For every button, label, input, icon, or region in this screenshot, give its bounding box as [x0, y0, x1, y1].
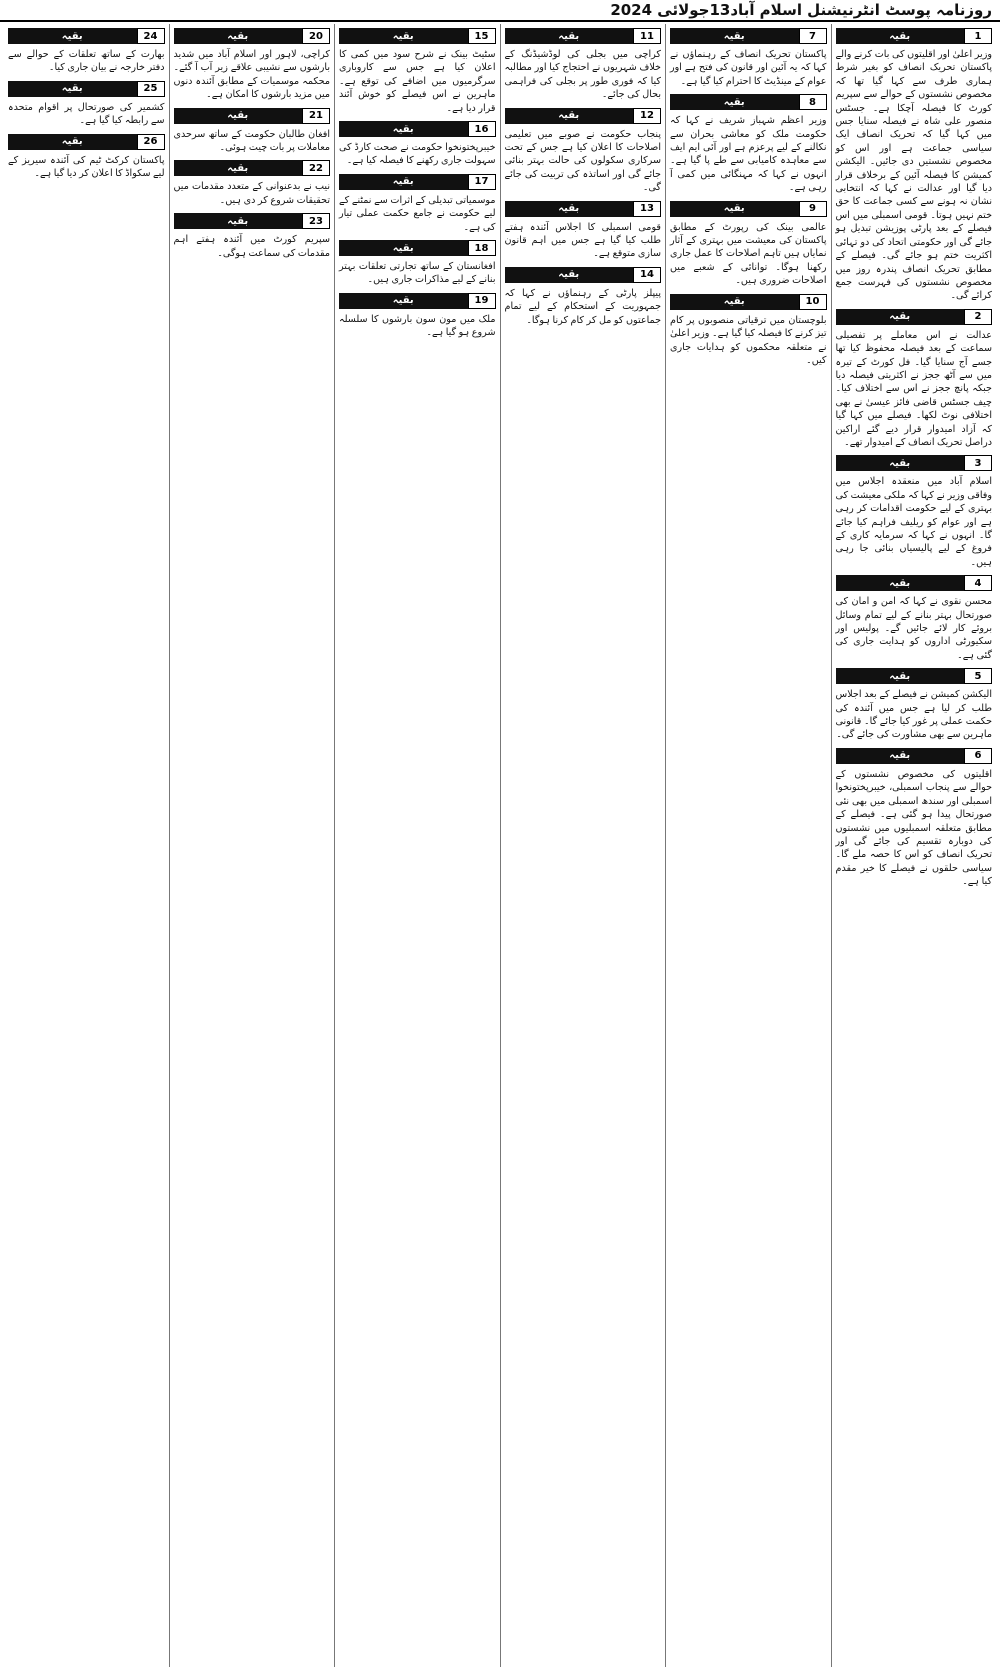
section-number: 1 — [964, 28, 992, 44]
article-text: اسلام آباد میں منعقدہ اجلاس میں وفاقی وزیر نے کہا کہ ملکی معیشت کی بہتری کے لیے حکومت اقدامات کر رہی ہے اور عوام کو ریلیف فراہم کیا جائے گا۔ انہوں نے کہا کہ سرمایہ کاری کے فروغ کے لیے پالیسیاں بنائی جا رہی ہیں۔ — [835, 476, 992, 568]
section-label-word: بقیہ — [670, 94, 799, 110]
section-17 — [339, 174, 496, 234]
section-3 — [836, 455, 993, 569]
section-10 — [670, 294, 827, 368]
section-label — [8, 134, 165, 150]
section-label-word: بقیہ — [339, 28, 468, 44]
section-label-word: بقیہ — [8, 28, 137, 44]
section-label — [836, 455, 993, 471]
section-label-word: بقیہ — [339, 293, 468, 309]
section-label-word: بقیہ — [8, 134, 137, 150]
section-1 — [836, 28, 993, 303]
section-label — [174, 28, 331, 44]
section-label — [505, 201, 662, 217]
section-label — [174, 108, 331, 124]
section-14 — [505, 267, 662, 327]
section-number: 18 — [468, 240, 496, 256]
section-number: 11 — [633, 28, 661, 44]
article-text: کراچی میں بجلی کی لوڈشیڈنگ کے خلاف شہریوں نے احتجاج کیا اور مطالبہ کیا کہ فوری طور پر بجلی کی فراہمی بحال کی جائے۔ — [504, 49, 661, 101]
section-label — [339, 121, 496, 137]
section-label-word: بقیہ — [670, 201, 799, 217]
section-number: 22 — [302, 160, 330, 176]
article-text: الیکشن کمیشن نے فیصلے کے بعد اجلاس طلب کر لیا ہے جس میں آئندہ کی حکمت عملی پر غور کیا جائے گا۔ قانونی ماہرین سے بھی مشاورت کی جائے گی۔ — [835, 689, 992, 741]
section-22 — [174, 160, 331, 207]
article-text: پنجاب حکومت نے صوبے میں تعلیمی اصلاحات کا اعلان کیا ہے جس کے تحت سرکاری سکولوں کی حالت بہتر بنائی جائے گی اور اساتذہ کی تربیت کی جائے گی۔ — [504, 128, 661, 194]
section-label — [174, 160, 331, 176]
section-number: 8 — [799, 94, 827, 110]
section-number: 23 — [302, 213, 330, 229]
section-label — [836, 28, 993, 44]
section-26 — [8, 134, 165, 181]
section-label — [174, 213, 331, 229]
article-text: افغان طالبان حکومت کے ساتھ سرحدی معاملات پر بات چیت ہوئی۔ — [173, 128, 330, 154]
section-25 — [8, 81, 165, 128]
column-3 — [500, 24, 666, 1667]
column-4 — [334, 24, 500, 1667]
section-label-word: بقیہ — [670, 28, 799, 44]
section-number: 6 — [964, 748, 992, 764]
section-number: 9 — [799, 201, 827, 217]
section-label-word: بقیہ — [836, 748, 965, 764]
section-number: 12 — [633, 108, 661, 124]
section-label-word: بقیہ — [339, 174, 468, 190]
section-label-word: بقیہ — [836, 668, 965, 684]
article-text: پاکستان کرکٹ ٹیم کی آئندہ سیریز کے لیے سکواڈ کا اعلان کر دیا گیا ہے۔ — [8, 154, 165, 180]
section-number: 7 — [799, 28, 827, 44]
section-label — [339, 293, 496, 309]
section-23 — [174, 213, 331, 260]
section-number: 21 — [302, 108, 330, 124]
section-label — [339, 174, 496, 190]
article-text: وزیر اعظم شہباز شریف نے کہا کہ حکومت ملک کو معاشی بحران سے نکالنے کے لیے پرعزم ہے اور آئی ایم ایف سے معاہدہ کامیابی سے طے پا گیا ہے۔ انہوں نے کہا کہ مہنگائی میں کمی آ رہی ہے۔ — [670, 115, 827, 194]
column-6 — [4, 24, 169, 1667]
article-text: وزیر اعلیٰ اور اقلیتوں کی بات کرنے والے پاکستان تحریک انصاف کو بغیر شرط ہماری طرف سے کہا گیا تھا کہ مخصوص نشستوں کے حوالے سے سپریم کورٹ کا فیصلہ آچکا ہے۔ جسٹس منصور علی شاہ نے فیصلہ سنایا جس میں کہا گیا کہ تحریک انصاف ایک سیاسی جماعت ہے اور اس کو مخصوص نشستیں دی جائیں۔ الیکشن کمیشن کا فیصلہ آئین کے برخلاف قرار دیا گیا اور عدالت نے کہا کہ انتخابی نشان نہ ہونے سے کسی جماعت کا حق ختم نہیں ہوتا۔ قومی اسمبلی میں اس فیصلے کے بعد پارٹی پوزیشن تبدیل ہو جائے گی اور حکومتی اتحاد کی دو تہائی اکثریت ختم ہو جائے گی۔ فیصلے کے مطابق تحریک انصاف پندرہ روز میں مخصوص نشستوں کی فہرست جمع کرائے گی۔ — [835, 49, 992, 302]
section-label-word: بقیہ — [836, 28, 965, 44]
article-text: قومی اسمبلی کا اجلاس آئندہ ہفتے طلب کیا گیا ہے جس میں اہم قانون سازی متوقع ہے۔ — [504, 221, 661, 260]
section-13 — [505, 201, 662, 261]
section-number: 20 — [302, 28, 330, 44]
section-7 — [670, 28, 827, 88]
section-number: 24 — [137, 28, 165, 44]
section-number: 19 — [468, 293, 496, 309]
section-number: 3 — [964, 455, 992, 471]
section-label-word: بقیہ — [505, 28, 634, 44]
section-19 — [339, 293, 496, 340]
section-label-word: بقیہ — [174, 160, 303, 176]
section-number: 14 — [633, 267, 661, 283]
section-4 — [836, 575, 993, 662]
section-21 — [174, 108, 331, 155]
section-label — [505, 28, 662, 44]
section-number: 2 — [964, 309, 992, 325]
masthead — [0, 0, 1000, 22]
section-24 — [8, 28, 165, 75]
section-label-word: بقیہ — [836, 455, 965, 471]
article-text: نیب نے بدعنوانی کے متعدد مقدمات میں تحقیقات شروع کر دی ہیں۔ — [173, 181, 330, 206]
section-15 — [339, 28, 496, 115]
section-16 — [339, 121, 496, 168]
section-label-word: بقیہ — [505, 201, 634, 217]
article-text: عالمی بینک کی رپورٹ کے مطابق پاکستان کی معیشت میں بہتری کے آثار نمایاں ہیں تاہم اصلاحات کا عمل جاری رکھنا ہوگا۔ توانائی کے شعبے میں اصلاحات ضروری ہیں۔ — [670, 221, 827, 287]
section-label — [836, 575, 993, 591]
section-number: 15 — [468, 28, 496, 44]
section-6 — [836, 748, 993, 889]
section-number: 25 — [137, 81, 165, 97]
section-number: 4 — [964, 575, 992, 591]
section-label-word: بقیہ — [505, 267, 634, 283]
article-text: بھارت کے ساتھ تعلقات کے حوالے سے دفتر خارجہ نے بیان جاری کیا۔ — [8, 49, 165, 74]
section-label — [8, 81, 165, 97]
section-12 — [505, 108, 662, 195]
section-label — [8, 28, 165, 44]
newspaper-page — [4, 24, 996, 1667]
section-label-word: بقیہ — [836, 575, 965, 591]
article-text: موسمیاتی تبدیلی کے اثرات سے نمٹنے کے لیے حکومت نے جامع حکمت عملی تیار کی ہے۔ — [339, 194, 496, 233]
section-number: 10 — [799, 294, 827, 310]
article-text: پیپلز پارٹی کے رہنماؤں نے کہا کہ جمہوریت کے استحکام کے لیے تمام جماعتوں کو مل کر کام کرنا ہوگا۔ — [504, 287, 661, 326]
section-label-word: بقیہ — [8, 81, 137, 97]
article-text: سپریم کورٹ میں آئندہ ہفتے اہم مقدمات کی سماعت ہوگی۔ — [173, 234, 330, 259]
section-label — [670, 294, 827, 310]
article-text: بلوچستان میں ترقیاتی منصوبوں پر کام تیز کرنے کا فیصلہ کیا گیا ہے۔ وزیر اعلیٰ نے متعلقہ محکموں کو ہدایات جاری کیں۔ — [670, 314, 827, 366]
section-label-word: بقیہ — [174, 213, 303, 229]
column-1 — [831, 24, 997, 1667]
section-label-word: بقیہ — [339, 240, 468, 256]
section-number: 13 — [633, 201, 661, 217]
column-2 — [665, 24, 831, 1667]
section-number: 5 — [964, 668, 992, 684]
section-label — [670, 201, 827, 217]
section-5 — [836, 668, 993, 742]
newspaper-title: روزنامہ پوسٹ انٹرنیشنل اسلام آباد13جولائی 2024 — [610, 1, 992, 19]
section-label — [339, 240, 496, 256]
section-20 — [174, 28, 331, 102]
article-text: ملک میں مون سون بارشوں کا سلسلہ شروع ہو گیا ہے۔ — [339, 313, 496, 339]
section-9 — [670, 201, 827, 288]
article-text: سٹیٹ بینک نے شرح سود میں کمی کا اعلان کیا ہے جس سے کاروباری سرگرمیوں میں اضافے کی توقع ہے۔ ماہرین نے اس فیصلے کو خوش آئند قرار دیا ہے۔ — [339, 49, 496, 114]
article-text: محسن نقوی نے کہا کہ امن و امان کی صورتحال بہتر بنانے کے لیے تمام وسائل بروئے کار لائے جائیں گے۔ پولیس اور سکیورٹی اداروں کو ہدایت جاری کی گئی ہے۔ — [835, 596, 992, 661]
article-text: افغانستان کے ساتھ تجارتی تعلقات بہتر بنانے کے لیے مذاکرات جاری ہیں۔ — [339, 261, 496, 286]
article-text: کراچی، لاہور اور اسلام آباد میں شدید بارشوں سے نشیبی علاقے زیر آب آ گئے۔ محکمہ موسمیات کے مطابق آئندہ دنوں میں مزید بارشوں کا امکان ہے۔ — [173, 49, 330, 101]
section-label-word: بقیہ — [174, 28, 303, 44]
article-text: عدالت نے اس معاملے پر تفصیلی سماعت کے بعد فیصلہ محفوظ کیا تھا جسے آج سنایا گیا۔ فل کورٹ کے تیرہ میں سے آٹھ ججز نے اکثریتی فیصلہ دیا جبکہ پانچ ججز نے اس سے اختلاف کیا۔ چیف جسٹس قاضی فائز عیسیٰ نے بھی اختلافی نوٹ لکھا۔ فیصلے میں کہا گیا کہ آزاد امیدوار قرار دیے گئے اراکین دراصل تحریک انصاف کے امیدوار تھے۔ — [835, 329, 992, 448]
section-label-word: بقیہ — [505, 108, 634, 124]
section-number: 17 — [468, 174, 496, 190]
section-label — [670, 28, 827, 44]
section-label — [505, 108, 662, 124]
section-8 — [670, 94, 827, 194]
section-label — [670, 94, 827, 110]
section-11 — [505, 28, 662, 102]
section-number: 26 — [137, 134, 165, 150]
article-text: خیبرپختونخوا حکومت نے صحت کارڈ کی سہولت جاری رکھنے کا فیصلہ کیا ہے۔ — [339, 142, 496, 167]
section-number: 16 — [468, 121, 496, 137]
section-label — [836, 748, 993, 764]
section-2 — [836, 309, 993, 450]
section-label-word: بقیہ — [339, 121, 468, 137]
section-label — [339, 28, 496, 44]
section-label — [505, 267, 662, 283]
article-text: اقلیتوں کی مخصوص نشستوں کے حوالے سے پنجاب اسمبلی، خیبرپختونخوا اسمبلی اور سندھ اسمبلی میں بھی نئی صورتحال پیدا ہو گئی ہے۔ فیصلے کے مطابق متعلقہ اسمبلیوں میں نشستوں کی دوبارہ تقسیم کی جائے گی اور تحریک انصاف کو اس کا حصہ ملے گا۔ سیاسی حلقوں نے فیصلے کا خیر مقدم کیا ہے۔ — [835, 768, 992, 888]
article-text: کشمیر کی صورتحال پر اقوام متحدہ سے رابطہ کیا گیا ہے۔ — [8, 101, 165, 127]
section-18 — [339, 240, 496, 287]
section-label — [836, 668, 993, 684]
section-label-word: بقیہ — [836, 309, 965, 325]
column-5 — [169, 24, 335, 1667]
section-label-word: بقیہ — [670, 294, 799, 310]
article-text: پاکستان تحریک انصاف کے رہنماؤں نے کہا کہ یہ آئین اور قانون کی فتح ہے اور عوام کے مینڈیٹ کا احترام کیا گیا ہے۔ — [670, 49, 827, 87]
section-label — [836, 309, 993, 325]
section-label-word: بقیہ — [174, 108, 303, 124]
